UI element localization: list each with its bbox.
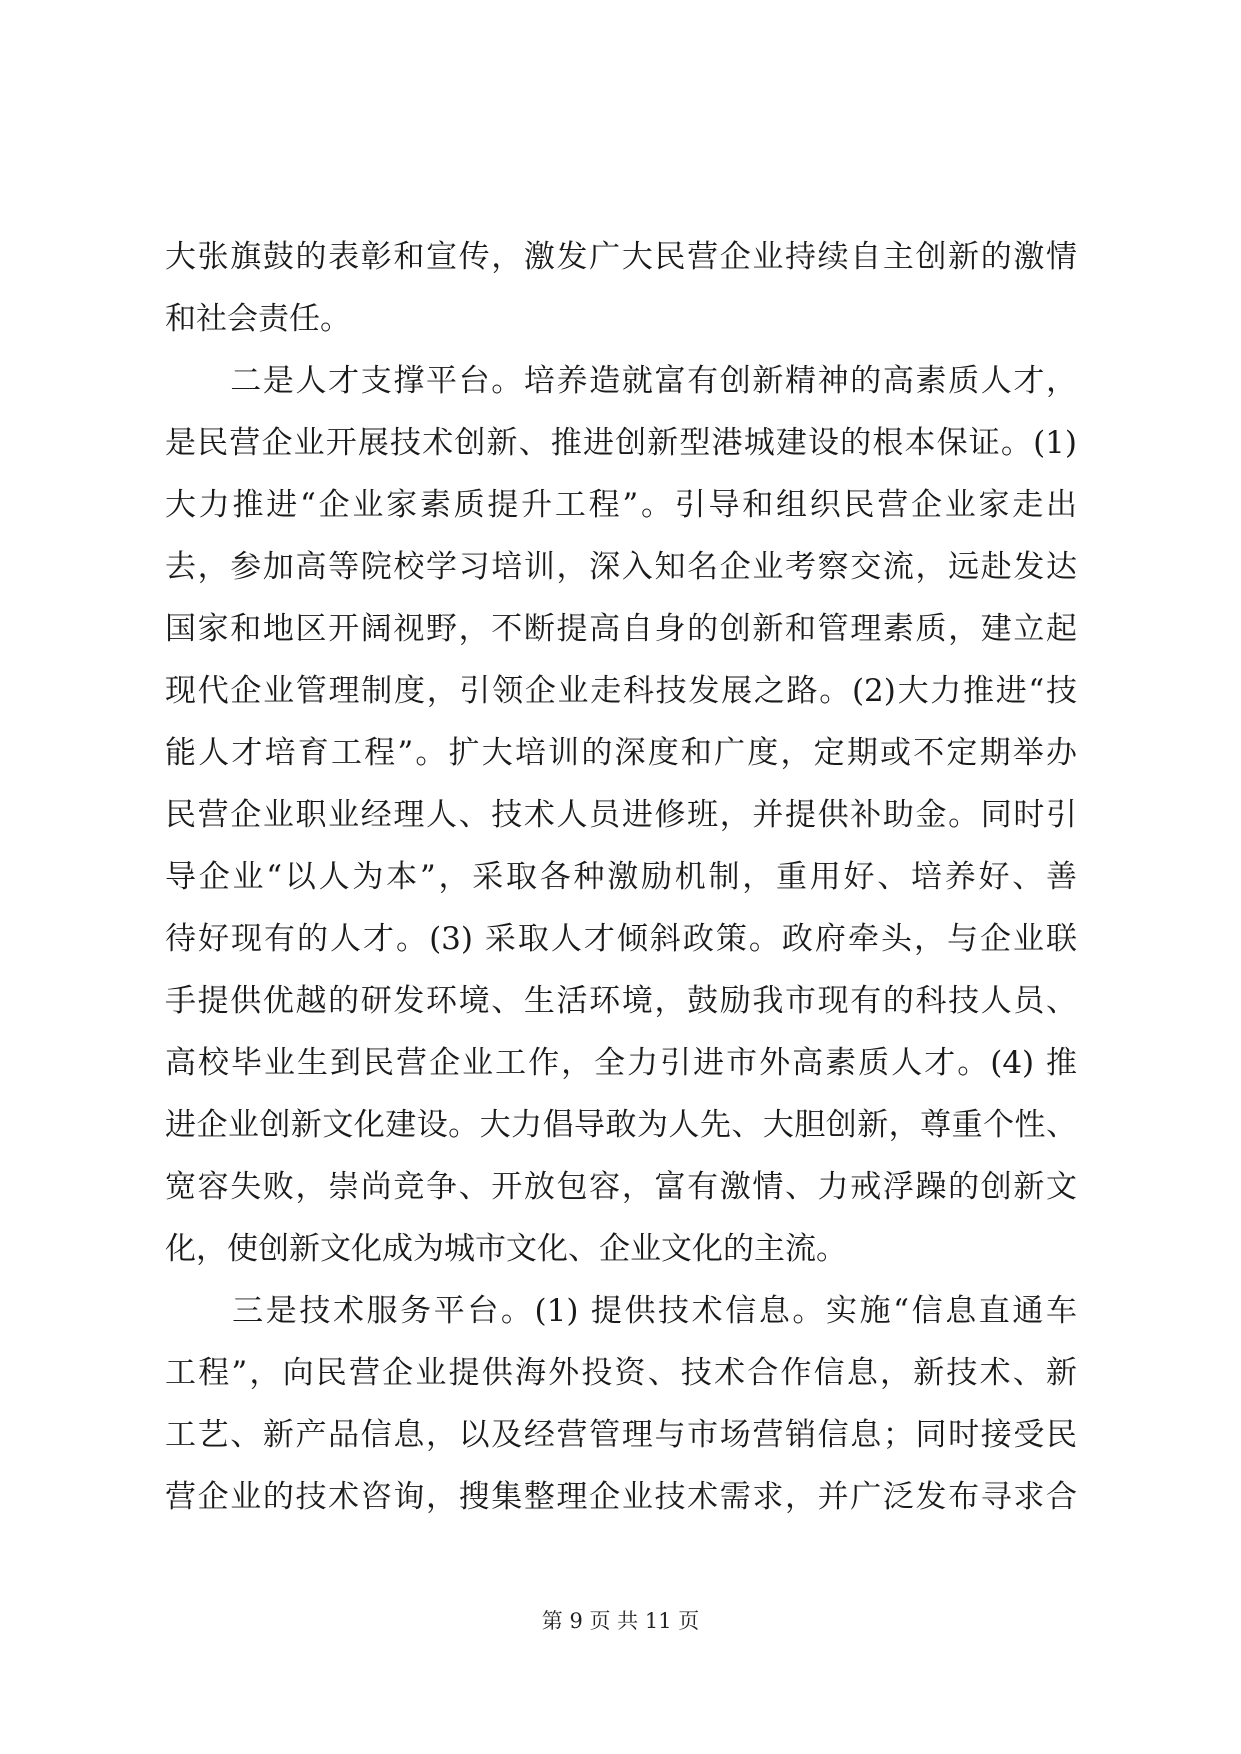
text-line: 手提供优越的研发环境、生活环境，鼓励我市现有的科技人员、 (165, 983, 1077, 1019)
text-line: 化，使创新文化成为城市文化、企业文化的主流。 (165, 1231, 847, 1267)
body-text (165, 226, 1077, 1528)
text-line: 高校毕业生到民营企业工作，全力引进市外高素质人才。(4) 推 (165, 1045, 1077, 1081)
text-line: 三是技术服务平台。(1) 提供技术信息。实施“信息直通车 (165, 1293, 1077, 1329)
text-line: 工艺、新产品信息，以及经营管理与市场营销信息；同时接受民 (165, 1417, 1077, 1453)
page-footer: 第 9 页 共 11 页 (541, 1609, 700, 1633)
text-line: 去，参加高等院校学习培训，深入知名企业考察交流，远赴发达 (165, 549, 1077, 585)
text-line: 现代企业管理制度，引领企业走科技发展之路。(2)大力推进“技 (165, 673, 1077, 709)
text-line: 是民营企业开展技术创新、推进创新型港城建设的根本保证。(1) (165, 425, 1077, 461)
text-line: 工程”，向民营企业提供海外投资、技术合作信息，新技术、新 (165, 1355, 1077, 1391)
text-line: 大力推进“企业家素质提升工程”。引导和组织民营企业家走出 (165, 487, 1077, 523)
text-line: 民营企业职业经理人、技术人员进修班，并提供补助金。同时引 (165, 797, 1077, 833)
text-line: 和社会责任。 (165, 301, 351, 337)
text-line: 进企业创新文化建设。大力倡导敢为人先、大胆创新，尊重个性、 (165, 1107, 1077, 1143)
text-line: 二是人才支撑平台。培养造就富有创新精神的高素质人才， (165, 363, 1077, 399)
text-line: 营企业的技术咨询，搜集整理企业技术需求，并广泛发布寻求合 (165, 1479, 1077, 1515)
text-line: 大张旗鼓的表彰和宣传，激发广大民营企业持续自主创新的激情 (165, 239, 1077, 275)
text-line: 宽容失败，崇尚竞争、开放包容，富有激情、力戒浮躁的创新文 (165, 1169, 1077, 1205)
text-line: 导企业“以人为本”，采取各种激励机制，重用好、培养好、善 (165, 859, 1077, 895)
text-line: 能人才培育工程”。扩大培训的深度和广度，定期或不定期举办 (165, 735, 1077, 771)
text-line: 待好现有的人才。(3) 采取人才倾斜政策。政府牵头，与企业联 (165, 921, 1077, 957)
text-line: 国家和地区开阔视野，不断提高自身的创新和管理素质，建立起 (165, 611, 1077, 647)
